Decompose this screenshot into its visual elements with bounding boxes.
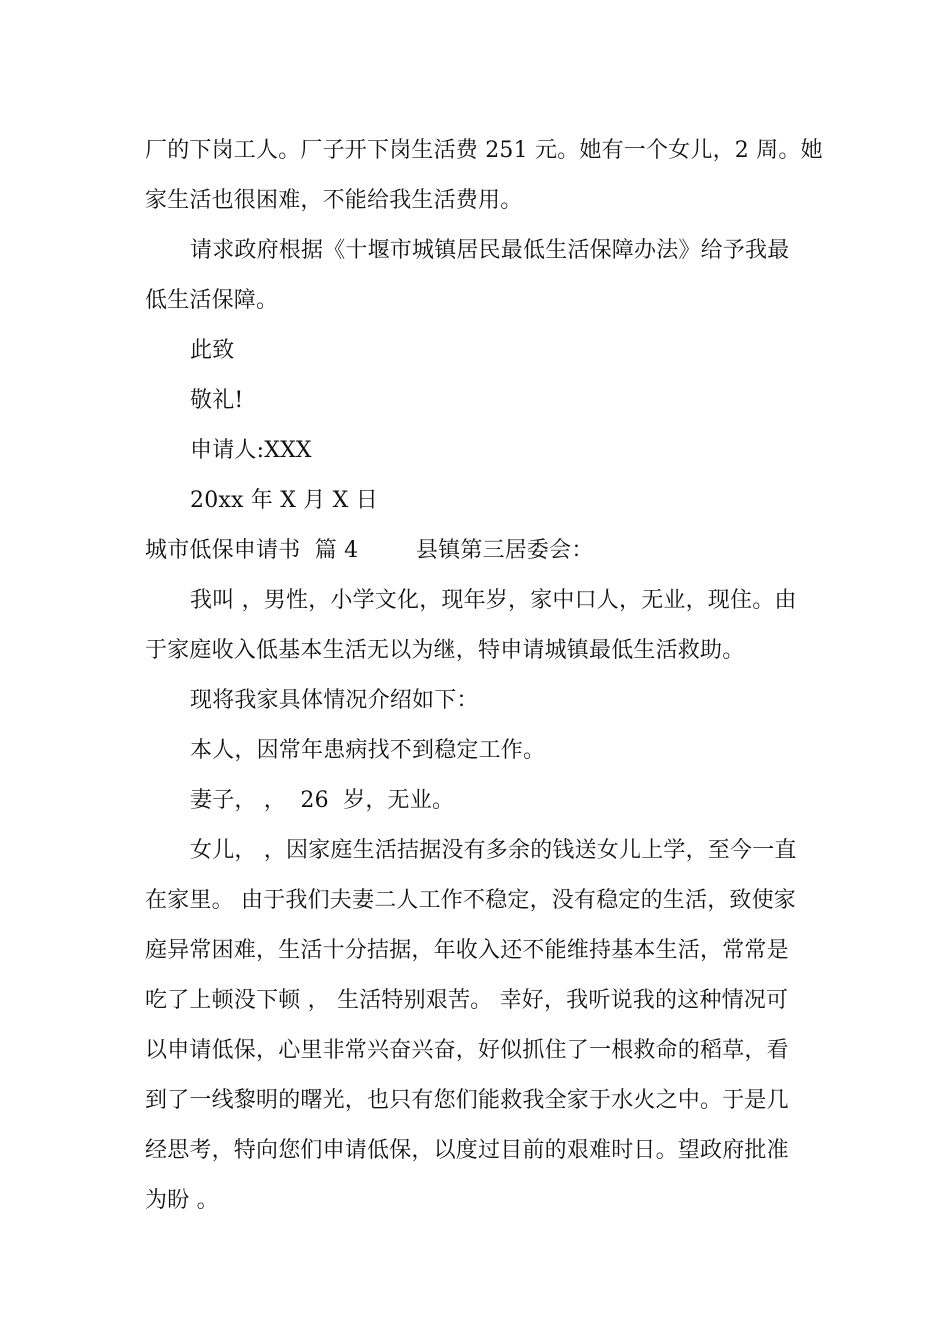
paragraph-line: 于家庭收入低基本生活无以为继，特申请城镇最低生活救助。 (145, 638, 745, 663)
closing-regards: 敬礼! (190, 388, 244, 413)
paragraph-line: 为盼 。 (145, 1188, 219, 1213)
letter-date: 20xx 年 X 月 X 日 (190, 488, 378, 513)
paragraph-line: 家生活也很困难，不能给我生活费用。 (145, 188, 523, 213)
applicant-signature: 申请人:XXX (190, 438, 312, 463)
paragraph-line: 以申请低保，心里非常兴奋兴奋，好似抓住了一根救命的稻草，看 (145, 1038, 789, 1063)
paragraph-line: 现将我家具体情况介绍如下： (190, 688, 479, 713)
paragraph-line: 吃了上顿没下顿 ， 生活特别艰苦。 幸好，我听说我的这种情况可 (145, 988, 789, 1013)
paragraph-line: 请求政府根据《十堰市城镇居民最低生活保障办法》给予我最 (190, 238, 790, 263)
paragraph-line: 在家里。 由于我们夫妻二人工作不稳定，没有稳定的生活，致使家 (145, 888, 796, 913)
paragraph-line: 妻子， ， 26 岁，无业。 (190, 788, 455, 813)
paragraph-line: 厂的下岗工人。厂子开下岗生活费 251 元。她有一个女儿，2 周。她 (145, 138, 823, 163)
paragraph-line: 女儿， ，因家庭生活拮据没有多余的钱送女儿上学，至今一直 (190, 838, 797, 863)
paragraph-line: 庭异常困难，生活十分拮据，年收入还不能维持基本生活，常常是 (145, 938, 789, 963)
closing-salutation: 此致 (190, 338, 235, 363)
paragraph-line: 经思考，特向您们申请低保，以度过目前的艰难时日。望政府批准 (145, 1138, 789, 1163)
paragraph-line: 到了一线黎明的曙光，也只有您们能救我全家于水火之中。于是几 (145, 1088, 789, 1113)
paragraph-line: 我叫 ，男性，小学文化，现年岁，家中口人，无业，现住。由 (190, 588, 797, 613)
paragraph-line: 低生活保障。 (145, 288, 279, 313)
paragraph-line: 本人，因常年患病找不到稳定工作。 (190, 738, 546, 763)
section-heading: 城市低保申请书 篇 4 县镇第三居委会： (145, 538, 594, 563)
